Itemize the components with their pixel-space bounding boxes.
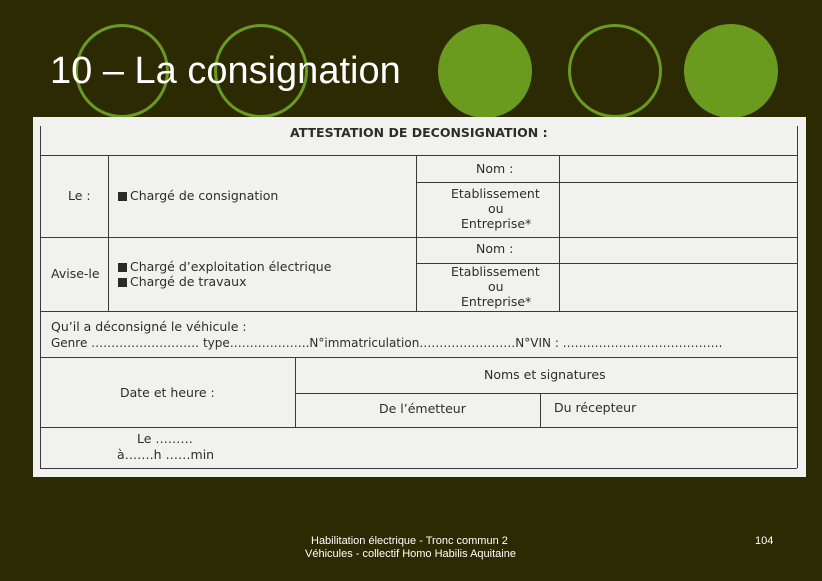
recepteur-label: Du récepteur	[554, 400, 637, 415]
date-heure-label: Date et heure :	[120, 385, 215, 400]
form-heading: ATTESTATION DE DECONSIGNATION :	[290, 125, 548, 140]
deco-circle-5	[684, 24, 778, 118]
page-number: 104	[755, 535, 774, 547]
footer-line-2: Véhicules - collectif Homo Habilis Aquitaine	[305, 548, 516, 560]
charge-consignation-checkbox: Chargé de consignation	[118, 190, 278, 203]
checkbox-icon	[118, 192, 127, 201]
deconsignation-form-image	[33, 117, 806, 477]
slide-title: 10 – La consignation	[50, 50, 401, 92]
deco-circle-4	[568, 24, 662, 118]
entreprise-2: Entreprise*	[461, 294, 532, 309]
vehicle-line: Genre ……………………… type………………..N°immatriculation……………………N°VIN : ………………………………….	[51, 336, 723, 350]
noms-signatures-label: Noms et signatures	[484, 367, 606, 382]
deconsigne-line: Qu’il a déconsigné le véhicule :	[51, 319, 247, 334]
time-dots: à…….h ……min	[117, 447, 215, 462]
checkbox-icon	[118, 263, 127, 272]
nom-label-1: Nom :	[476, 161, 514, 176]
le-label: Le :	[68, 188, 91, 203]
nom-label-2: Nom :	[476, 241, 514, 256]
charge-exploitation-checkbox: Chargé d’exploitation électrique	[118, 261, 331, 274]
ou-2: ou	[488, 279, 504, 294]
le-dots: Le ………	[137, 431, 193, 446]
ou-1: ou	[488, 201, 504, 216]
checkbox-icon	[118, 278, 127, 287]
etablissement-2: Etablissement	[451, 264, 540, 279]
avise-label: Avise-le	[51, 266, 100, 281]
charge-travaux-checkbox: Chargé de travaux	[118, 276, 247, 289]
deco-circle-3	[438, 24, 532, 118]
footer-line-1: Habilitation électrique - Tronc commun 2	[311, 535, 508, 547]
emetteur-label: De l’émetteur	[379, 401, 466, 416]
entreprise-1: Entreprise*	[461, 216, 532, 231]
etablissement-1: Etablissement	[451, 186, 540, 201]
